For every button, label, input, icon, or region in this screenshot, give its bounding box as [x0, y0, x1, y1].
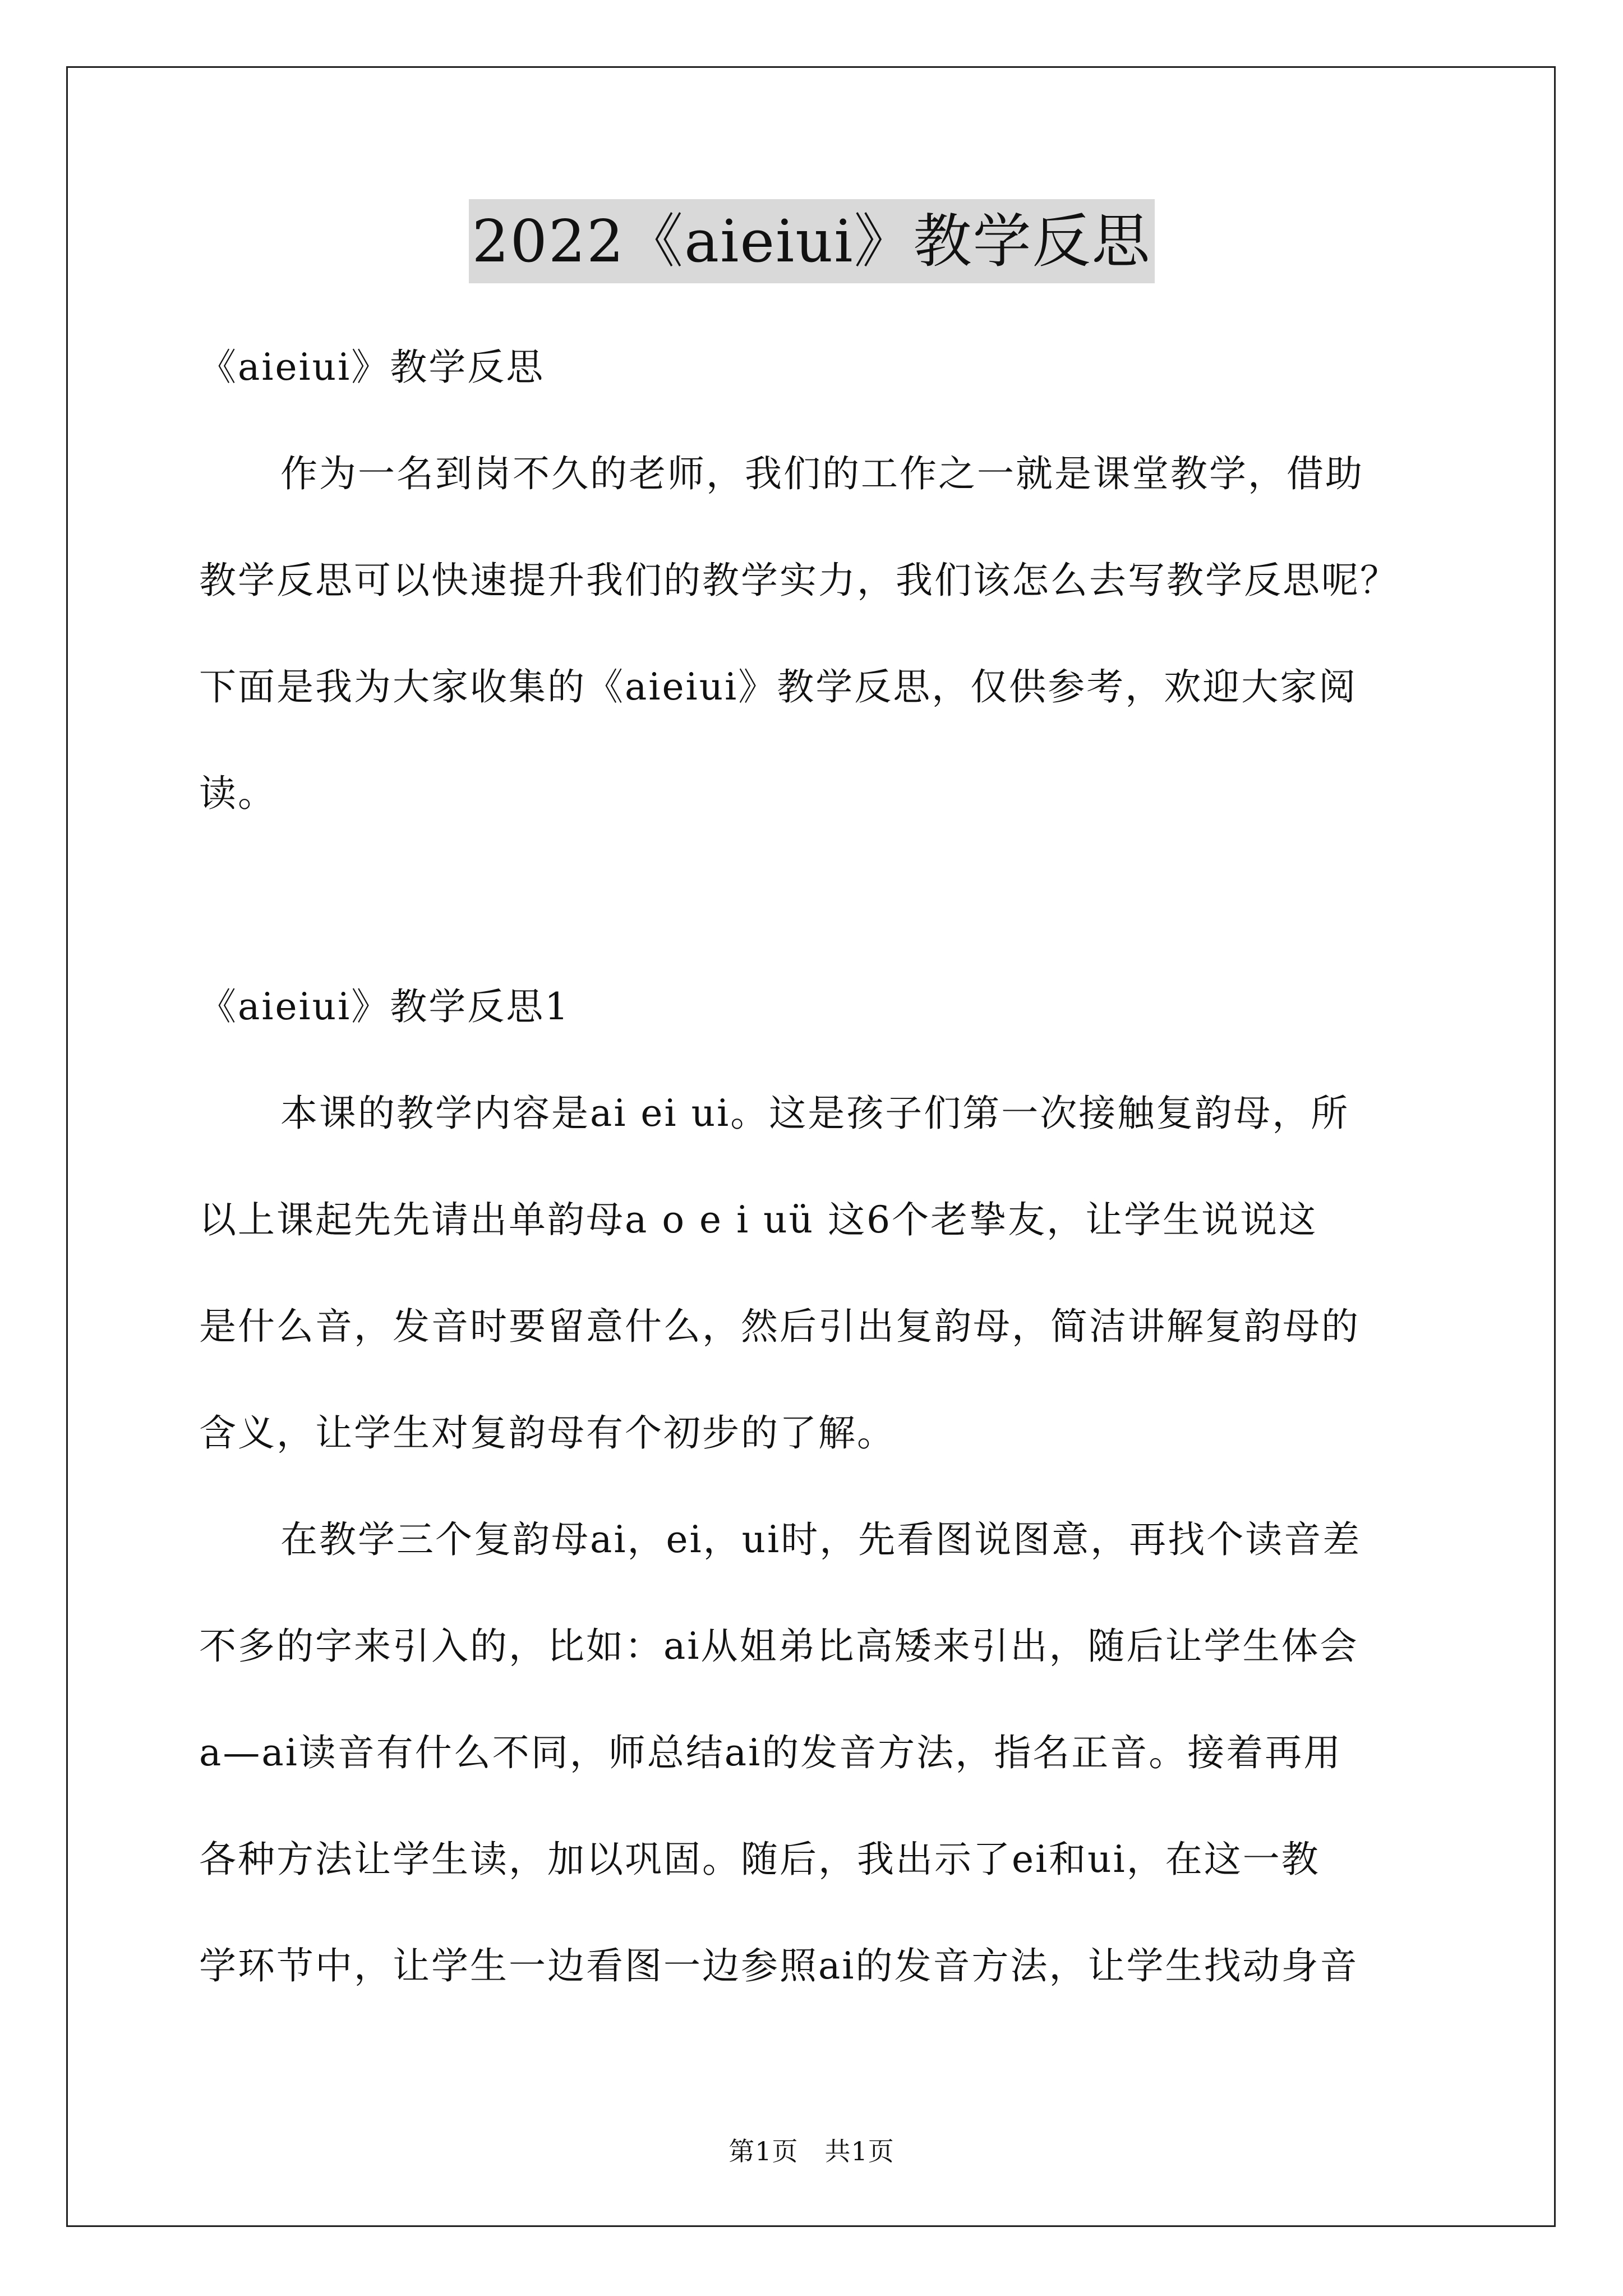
document-body [199, 314, 1433, 2019]
paragraph-line: 各种方法让学生读，加以巩固。随后，我出示了ei和ui，在这一教 [199, 1838, 1320, 1881]
paragraph-line: 读。 [199, 772, 276, 815]
paragraph-line: 作为一名到岗不久的老师，我们的工作之一就是课堂教学，借助 [280, 452, 1364, 495]
section-heading: 《aieiui》教学反思 [199, 346, 545, 389]
paragraph-line: 以上课起先先请出单韵母a o e i uü 这6个老挚友，让学生说说这 [199, 1198, 1318, 1241]
paragraph-line: 下面是我为大家收集的《aieiui》教学反思，仅供参考，欢迎大家阅 [199, 665, 1358, 708]
paragraph-line: 是什么音，发音时要留意什么，然后引出复韵母，简洁讲解复韵母的 [199, 1305, 1360, 1348]
paragraph-line: 教学反思可以快速提升我们的教学实力，我们该怎么去写教学反思呢？ [199, 559, 1399, 602]
paragraph-line: 不多的字来引入的，比如：ai从姐弟比高矮来引出，随后让学生体会 [199, 1625, 1359, 1668]
section-heading: 《aieiui》教学反思1 [199, 985, 570, 1028]
paragraph-line: 学环节中，让学生一边看图一边参照ai的发音方法，让学生找动身音 [199, 1944, 1359, 1987]
blank-line [199, 847, 1433, 954]
paragraph-line: a—ai读音有什么不同，师总结ai的发音方法，指名正音。接着再用 [199, 1731, 1343, 1774]
paragraph-line: 在教学三个复韵母ai，ei，ui时，先看图说图意，再找个读音差 [280, 1518, 1362, 1561]
document-title: 2022《aieiui》教学反思 [469, 199, 1155, 283]
paragraph-line: 含义，让学生对复韵母有个初步的了解。 [199, 1411, 896, 1455]
paragraph-line: 本课的教学内容是ai ei ui。这是孩子们第一次接触复韵母，所 [280, 1092, 1350, 1135]
title-container [0, 199, 1623, 283]
page-footer: 第1页 共1页 [728, 2136, 895, 2166]
